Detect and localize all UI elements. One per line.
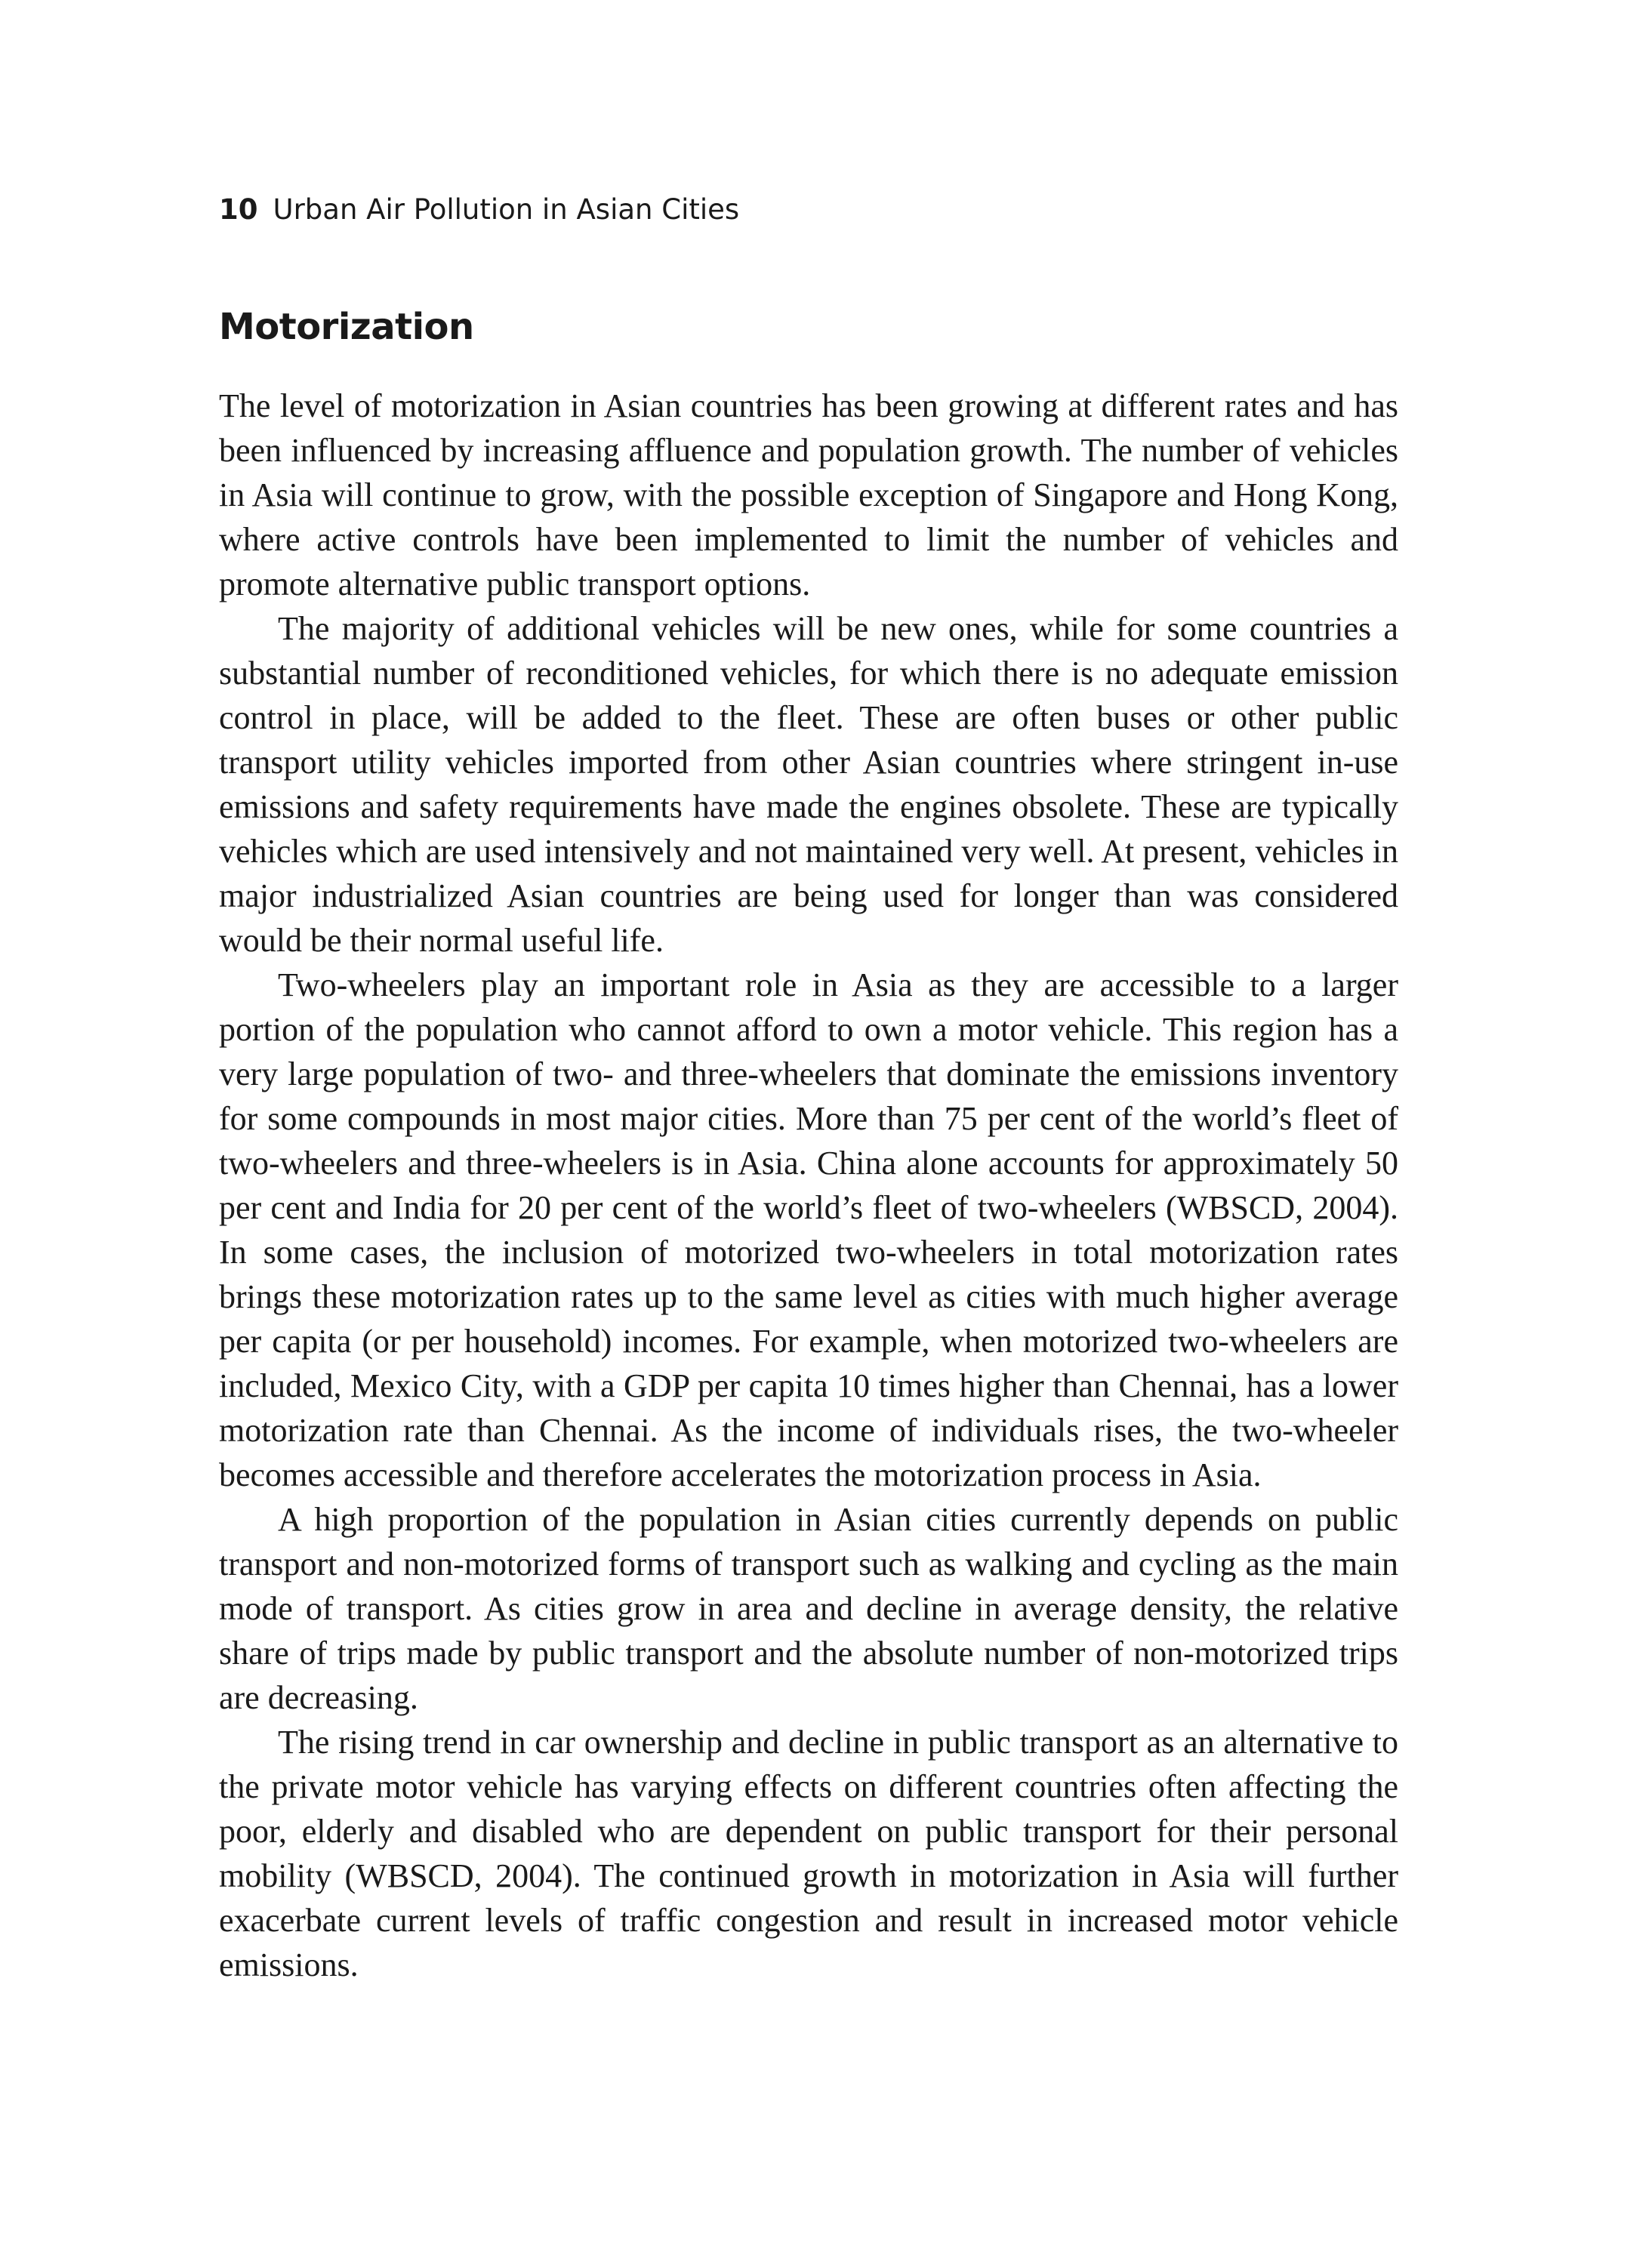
paragraph: The majority of additional vehicles will be new ones, while for some countries a substantial number of reconditioned vehicles, for which there is no adequate emission control in place, will be added to the fleet. These are often buses or other public transport utility vehicles imported from other Asian countries where stringent in-use emissions and safety requirements have made the engines obsolete. These are typically vehicles which are used intensively and not maintained very well. At present, vehicles in major industrialized Asian countries are being used for longer than was considered would be their normal useful life. (219, 610, 1398, 959)
page-number: 10 (219, 193, 258, 226)
paragraph: Two-wheelers play an important role in Asia as they are accessible to a larger portion of the population who cannot afford to own a motor vehicle. This region has a very large population of two- and three-wheelers that dominate the emissions inventory for some compounds in most major cities. More than 75 per cent of the world’s fleet of two-wheelers and three-wheelers is in Asia. China alone accounts for approximately 50 per cent and India for 20 per cent of the world’s fleet of two-wheelers (WBSCD, 2004). In some cases, the inclusion of motorized two-wheelers in total motorization rates brings these motorization rates up to the same level as cities with much higher average per capita (or per household) incomes. For example, when motorized two-wheelers are included, Mexico City, with a GDP per capita 10 times higher than Chennai, has a lower motorization rate than Chennai. As the income of individuals rises, the two-wheeler becomes accessible and therefore accelerates the motorization process in Asia. (219, 966, 1398, 1493)
book-title: Urban Air Pollution in Asian Cities (273, 193, 740, 226)
section-heading: Motorization (219, 306, 474, 348)
paragraph: A high proportion of the population in Asian cities currently depends on public transport and non-motorized forms of transport such as walking and cycling as the main mode of transport. As cities grow in area and decline in average density, the relative share of trips made by public transport and the absolute number of non-motorized trips are decreasing. (219, 1501, 1398, 1716)
paragraph: The rising trend in car ownership and decline in public transport as an alternative to the private motor vehicle has varying effects on different countries often affecting the poor, elderly and disabled who are dependent on public transport for their personal mobility (WBSCD, 2004). The continued growth in motorization in Asia will further exacerbate current levels of traffic congestion and result in increased motor vehicle emissions. (219, 1724, 1398, 1983)
body-text (219, 384, 1398, 1987)
paragraph: The level of motorization in Asian countries has been growing at different rates and has been influenced by increasing affluence and population growth. The number of vehicles in Asia will continue to grow, with the possible exception of Singapore and Hong Kong, where active controls have been implemented to limit the number of vehicles and promote alternative public transport options. (219, 387, 1398, 602)
running-head (219, 187, 739, 233)
